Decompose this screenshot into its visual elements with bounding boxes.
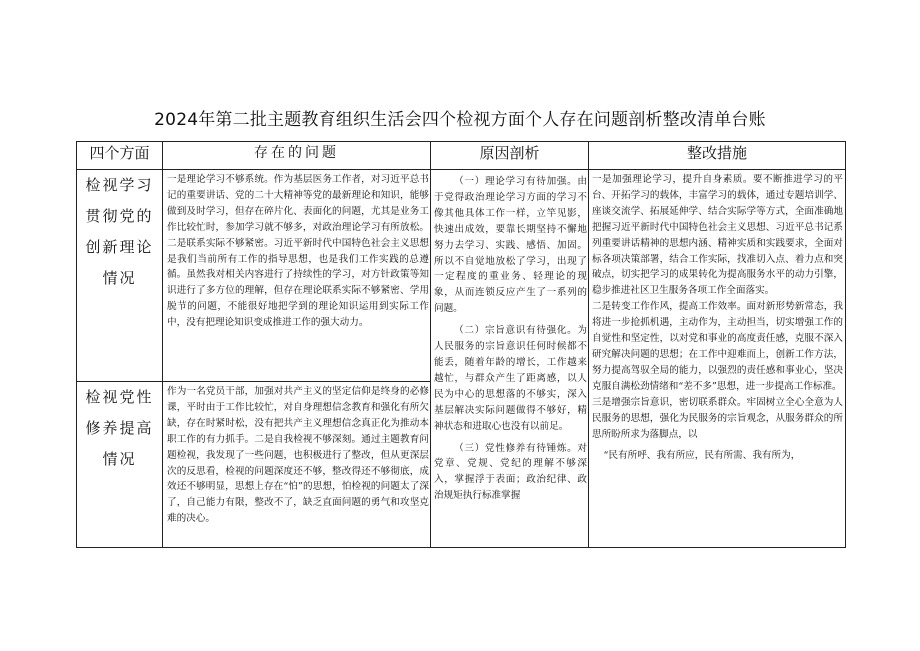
- problem-text: 一是理论学习不够系统。作为基层医务工作者，对习近平总书记的重要讲话、党的二十大精神等党的最新理论和知识，能够做到及时学习，但存在碎片化、表面化的问题，尤其是业务工作比较忙时，参加学习就不够多，对政治理论学习有所放松。二是联系实际不够紧密。习近平新时代中国特色社会主义思想是我们当前所有工作的指导思想，也是我们工作实践的总遵循。虽然我对相关内容进行了持续性的学习，对方针政策等知识进行了多方位的理解，但存在理论联系实际不够紧密、学用脱节的问题，不能很好地把学到的理论知识运用到实际工作中，没有把理论知识变成推进工作的强大动力。: [167, 174, 429, 329]
- problem-text: 作为一名党员干部，加强对共产主义的坚定信仰是终身的必修课，平时由于工作比较忙，对自身理想信念教育和强化有所欠缺，存在时紧时松，没有把共产主义理想信念真正化为推动本职工作的有力抓手。二是自我检视不够深刻。通过主题教育问题检视，我发现了一些问题，也积极进行了整改，但从更深层次的反思看，检视的问题深度还不够，整改得还不够彻底，成效还不够明显，思想上存在“怕”的思想，怕检视的问题太了深了，自己能力有限，整改不了，缺乏直面问题的勇气和攻坚克难的决心。: [167, 386, 429, 525]
- rectification-ledger-table: [76, 141, 846, 548]
- cause-analysis-cell: [431, 170, 589, 548]
- aspect-label: 检视党性修养提高情况: [85, 388, 154, 468]
- measure-paragraph: 一是加强理论学习，提升自身素质。要不断推进学习的平台、开拓学习的载体，丰富学习的载体，通过专题培训学、座谈交流学、拓展延伸学、结合实际学等方式，全面准确地把握习近平新时代中国特色社会主义思想、习近平总书记系列重要讲话精神的思想内涵、精神实质和实践要求，全面对标各项决策部署，结合工作实际，找准切入点、着力点和突破点，切实把学习的成果转化为提高服务水平的动力引擎，稳步推进社区卫生服务各项工作全面落实。: [592, 174, 843, 297]
- header-aspects: 四个方面: [77, 142, 163, 170]
- document-title: 2024年第二批主题教育组织生活会四个检视方面个人存在问题剖析整改清单台账: [154, 110, 766, 130]
- aspect-label: 检视学习贯彻党的创新理论情况: [85, 176, 154, 287]
- measure-paragraph: 二是转变工作作风，提高工作效率。面对新形势新常态，我将进一步抢抓机遇，主动作为，主动担当，切实增强工作的自觉性和坚定性，以对党和事业的高度责任感，克服不深入研究解决问题的思想；在工作中迎难而上，创新工作方法，努力提高驾驭全局的能力，以强烈的责任感和事业心，坚决克服自满松劲情绪和“差不多”思想，进一步提高工作标准。: [592, 301, 843, 392]
- measure-paragraph: 三是增强宗旨意识，密切联系群众。牢固树立全心全意为人民服务的思想，强化为民服务的宗旨观念，从服务群众的所思所盼所求为落脚点，以: [592, 396, 843, 440]
- problem-cell: [163, 382, 431, 548]
- measures-cell: [589, 170, 846, 548]
- aspect-cell: [77, 382, 163, 548]
- problem-cell: [163, 170, 431, 382]
- cause-paragraph: （一）理论学习有待加强。由于党得政治理论学习方面的学习不像其他具体工作一样，立竿见影，快速出成效，要靠长期坚持不懈地努力去学习、实践、感悟、加固。所以不自觉地放松了学习，出现了一定程度的重业务、轻理论的现象，从而连锁反应产生了一系列的问题。: [434, 176, 587, 315]
- measure-paragraph: “民有所呼、我有所应，民有所需、我有所为，: [603, 450, 801, 462]
- header-problems: 存在的问题: [163, 142, 431, 170]
- aspect-cell: [77, 170, 163, 382]
- header-cause-analysis: 原因剖析: [431, 142, 589, 170]
- cause-paragraph: （三）党性修养有待锤炼。对党章、党规、党纪的理解不够深入，掌握浮于表面；政治纪律、政治规矩执行标准掌握: [434, 442, 587, 502]
- cause-paragraph: （二）宗旨意识有待强化。为人民服务的宗旨意识任何时候都不能丢，随着年龄的增长，工作越来越忙，与群众产生了距离感，以人民为中心的思想落的不够实，深入基层解决实际问题做得不够好，精神状态和进取心也没有以前足。: [434, 325, 587, 432]
- table-header-row: [77, 142, 846, 170]
- header-measures: 整改措施: [589, 142, 846, 170]
- table-row: [77, 170, 846, 382]
